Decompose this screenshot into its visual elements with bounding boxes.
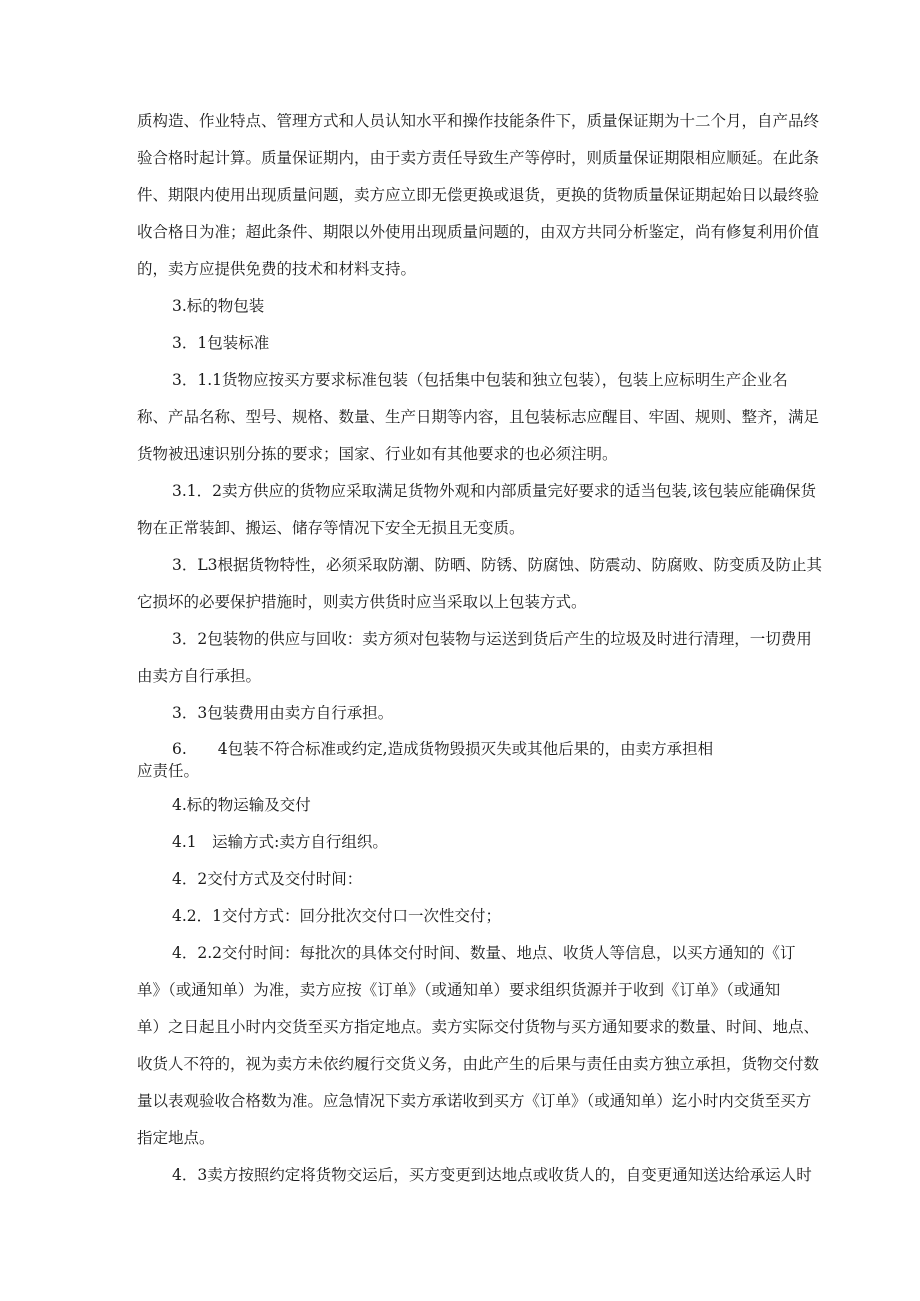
subsection-heading: 4．2交付方式及交付时间： [172, 870, 363, 888]
body-text-line: 4.1 运输方式:卖方自行组织。 [172, 833, 388, 851]
body-text-line: 指定地点。 [137, 1129, 215, 1147]
body-text-line: 物在正常装卸、搬运、储存等情况下安全无损且无变质。 [137, 519, 525, 537]
body-text-line: 3.1．2卖方供应的货物应采取满足货物外观和内部质量完好要求的适当包装,该包装应能确保货 [172, 482, 816, 500]
body-text-line: 4．2.2交付时间：每批次的具体交付时间、数量、地点、收货人等信息，以买方通知的《订 [172, 944, 796, 962]
body-text-line: 称、产品名称、型号、规格、数量、生产日期等内容，且包装标志应醒目、牢固、规则、整齐，满足 [137, 408, 820, 426]
section-heading: 4.标的物运输及交付 [172, 796, 311, 814]
body-text-line: 质构造、作业特点、管理方式和人员认知水平和操作技能条件下，质量保证期为十二个月，自产品终 [137, 112, 820, 130]
body-text-line: 收合格日为准；超此条件、期限以外使用出现质量问题的，由双方共同分析鉴定，尚有修复利用价值 [137, 223, 820, 241]
body-text-line: 验合格时起计算。质量保证期内，由于卖方责任导致生产等停时，则质量保证期限相应顺延。在此条 [137, 149, 820, 167]
body-text-line: 4．3卖方按照约定将货物交运后，买方变更到达地点或收货人的，自变更通知送达给承运人时 [172, 1166, 812, 1184]
body-text-line: 3．3包装费用由卖方自行承担。 [172, 704, 394, 722]
body-text-line: 收货人不符的，视为卖方未依约履行交货义务，由此产生的后果与责任由卖方独立承担，货物交付数 [137, 1055, 820, 1073]
body-text-line: 单）之日起且小时内交货至买方指定地点。卖方实际交付货物与买方通知要求的数量、时间、地点、 [137, 1018, 820, 1036]
body-text-line: 件、期限内使用出现质量问题，卖方应立即无偿更换或退货，更换的货物质量保证期起始日以最终验 [137, 186, 820, 204]
body-text-line: 3．L3根据货物特性，必须采取防潮、防晒、防锈、防腐蚀、防震动、防腐败、防变质及防止其 [172, 556, 823, 574]
body-text-line: 的，卖方应提供免费的技术和材料支持。 [137, 260, 417, 278]
body-text-line: 3．1.1货物应按买方要求标准包装（包括集中包装和独立包装），包装上应标明生产企业名 [172, 371, 788, 389]
body-text-line: 6. 4包装不符合标准或约定,造成货物毁损灭失或其他后果的，由卖方承担相 [172, 740, 714, 758]
body-text-line: 由卖方自行承担。 [137, 667, 262, 685]
body-text-line: 货物被迅速识别分拣的要求；国家、行业如有其他要求的也必须注明。 [137, 445, 618, 463]
subsection-heading: 3．1包装标准 [172, 334, 270, 352]
section-heading: 3.标的物包装 [172, 297, 265, 315]
body-text-line: 量以表观验收合格数为准。应急情况下卖方承诺收到买方《订单》（或通知单）迄小时内交货至买方 [137, 1092, 812, 1110]
body-text-line: 它损坏的必要保护措施时，则卖方供货时应当采取以上包装方式。 [137, 593, 587, 611]
body-text-line: 应责任。 [137, 762, 200, 780]
body-text-line: 单》（或通知单）为准，卖方应按《订单》（或通知单）要求组织货源并于收到《订单》（或通知 [137, 981, 781, 999]
body-text-line: 3．2包装物的供应与回收：卖方须对包装物与运送到货后产生的垃圾及时进行清理，一切费用 [172, 630, 812, 648]
body-text-line: 4.2．1交付方式：回分批次交付口一次性交付； [172, 907, 502, 925]
